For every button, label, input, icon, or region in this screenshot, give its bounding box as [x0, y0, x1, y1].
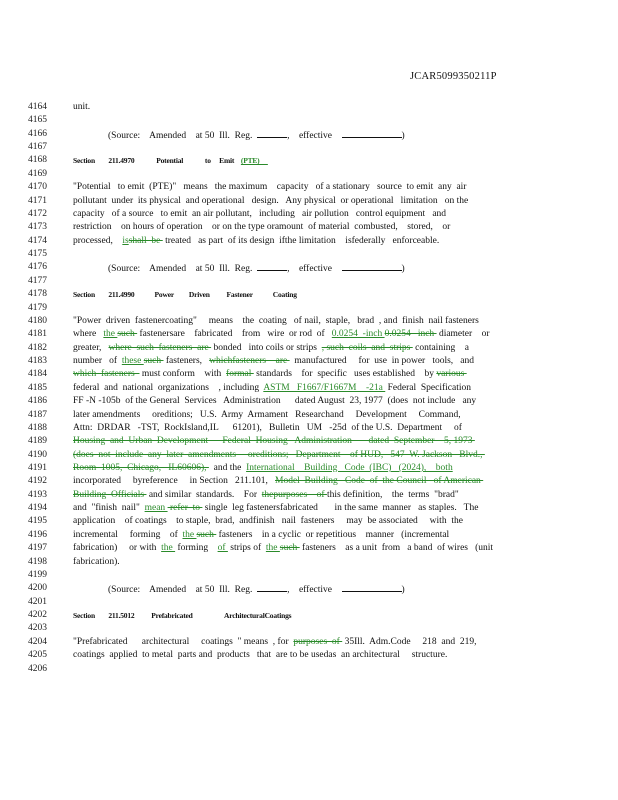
document-line — [0, 302, 618, 315]
document-line — [0, 168, 618, 181]
line-number: 4201 — [28, 596, 47, 607]
line-text — [73, 556, 543, 569]
line-text — [73, 435, 543, 448]
line-text — [73, 502, 543, 515]
document-line — [0, 489, 618, 502]
line-number: 4174 — [28, 235, 47, 246]
line-number: 4172 — [28, 208, 47, 219]
inserted-text: of — [217, 543, 228, 554]
line-number: 4175 — [28, 249, 47, 260]
document-line — [0, 261, 618, 274]
text-segment: bonded into coils or strips — [211, 342, 322, 353]
inserted-text: is — [122, 235, 129, 246]
text-segment: coatings applied to metal parts and products that are to be usedas an architectural structure. — [73, 650, 448, 661]
line-text — [73, 489, 543, 502]
document-line — [0, 101, 618, 114]
text-segment: federal and national organizations , including — [73, 382, 264, 393]
document-line — [0, 288, 618, 301]
text-segment: fasteners as a unit from a band of wires (unit — [299, 543, 494, 554]
line-number: 4177 — [28, 275, 47, 286]
text-segment: single leg fastenersfabricated in the same manner as staples. The — [202, 503, 479, 514]
inserted-text: the — [182, 529, 197, 540]
line-number: 4202 — [28, 610, 47, 621]
text-segment: incorporated byreference in Section 211.101, — [73, 476, 275, 487]
line-number: 4200 — [28, 583, 47, 594]
line-number: 4180 — [28, 315, 47, 326]
fill-in-blank — [342, 582, 402, 592]
line-text — [73, 101, 543, 114]
text-segment: (Source: Amended at 50 Ill. Reg. — [108, 130, 258, 141]
line-text — [73, 462, 543, 475]
deleted-text: thepurposes of — [261, 489, 327, 500]
deleted-text: which fasteners — [73, 369, 140, 380]
line-text — [73, 328, 543, 341]
document-line — [0, 435, 618, 448]
text-segment: application of coatings to staple, brad, andfinish nail fasteners may be associated with the — [73, 516, 463, 527]
document-line — [0, 195, 618, 208]
document-code: JCAR5099350211P — [410, 71, 497, 82]
deleted-text: shall be — [128, 235, 163, 246]
text-segment: (Source: Amended at 50 Ill. Reg. — [108, 585, 258, 596]
line-number: 4171 — [28, 195, 47, 206]
line-number: 4173 — [28, 222, 47, 233]
text-segment: fasteners, — [163, 356, 210, 367]
deleted-text: Building Officials — [73, 489, 147, 500]
text-segment: must conform with — [139, 369, 227, 380]
text-segment: standards for specific uses established by — [253, 369, 437, 380]
deleted-text: , such coils and strips — [321, 342, 413, 353]
inserted-text: the — [103, 329, 118, 340]
inserted-text: International Building Code (IBC) (2024), both — [246, 462, 453, 473]
line-text — [73, 181, 543, 194]
line-number: 4164 — [28, 102, 47, 112]
text-segment: greater, — [73, 342, 109, 353]
line-number: 4170 — [28, 182, 47, 193]
document-line — [0, 569, 618, 582]
text-segment: Section 211.4990 Power Driven Fastener Coating — [73, 290, 297, 300]
document-line — [0, 154, 618, 167]
line-number: 4203 — [28, 623, 47, 634]
document-line — [0, 663, 618, 676]
document-line — [0, 422, 618, 435]
line-number: 4198 — [28, 556, 47, 567]
line-number: 4192 — [28, 476, 47, 487]
text-segment: Attn: DRDAR -TST, RockIsland,IL 61201), Bulletin UM -25d of the U.S. Department of — [73, 422, 462, 433]
text-segment: fabrication) or with — [73, 543, 162, 554]
line-number: 4206 — [28, 663, 47, 674]
line-number: 4169 — [28, 168, 47, 179]
deleted-text: such — [196, 529, 217, 540]
text-segment: restriction on hours of operation or on the type oramount of material combusted, stored, or — [73, 222, 451, 233]
text-segment: containing a — [412, 342, 469, 353]
line-number: 4165 — [28, 115, 47, 126]
line-number: 4196 — [28, 529, 47, 540]
text-segment: Section 211.4970 Potential to Emit — [73, 156, 241, 166]
line-number: 4168 — [28, 155, 47, 166]
document-line — [0, 368, 618, 381]
document-line — [0, 328, 618, 341]
deleted-text: purposes of — [293, 636, 343, 647]
fill-in-blank — [342, 128, 402, 138]
line-text — [73, 395, 543, 408]
fill-in-blank — [257, 128, 287, 138]
line-number: 4193 — [28, 489, 47, 500]
text-segment: "Potential to emit (PTE)" means the maximum capacity of a stationary source to emit any air — [73, 182, 467, 193]
line-text — [73, 422, 543, 435]
text-segment: number of — [73, 356, 122, 367]
line-text — [73, 475, 543, 488]
document-line — [0, 315, 618, 328]
document-line — [0, 409, 618, 422]
line-text — [73, 636, 543, 649]
document-line — [0, 181, 618, 194]
text-segment: 35Ill. Adm.Code 218 and 219, — [342, 636, 477, 647]
fill-in-blank — [257, 582, 287, 592]
inserted-text: mean — [144, 503, 168, 514]
document-line — [0, 609, 618, 622]
line-text — [73, 409, 543, 422]
document-line — [0, 622, 618, 635]
document-line — [0, 502, 618, 515]
text-segment: and "finish nail" — [73, 503, 145, 514]
document-line — [0, 395, 618, 408]
line-number: 4186 — [28, 396, 47, 407]
deleted-text: such — [143, 356, 164, 367]
text-segment: "Prefabricated architectural coatings " means , for — [73, 636, 294, 647]
text-segment: , effective — [287, 585, 342, 596]
text-segment: FF -N -105b of the General Services Administration dated August 23, 1977 (does not include any — [73, 396, 477, 407]
line-number: 4199 — [28, 569, 47, 580]
deleted-text: refer to — [167, 503, 203, 514]
document-line — [0, 221, 618, 234]
deleted-text: Room 1005, Chicago, IL60606), — [73, 462, 209, 473]
text-segment: fabrication). — [73, 556, 120, 567]
text-segment: fastenersare fabricated from wire or rod of — [137, 329, 332, 340]
text-segment: where — [73, 329, 104, 340]
text-segment: and the — [208, 462, 247, 473]
text-segment: ) — [401, 264, 405, 275]
document-line — [0, 462, 618, 475]
line-text — [73, 288, 543, 301]
document-line — [0, 636, 618, 649]
line-number: 4181 — [28, 329, 47, 340]
document-line — [0, 235, 618, 248]
text-segment: , effective — [287, 264, 342, 275]
line-text — [73, 649, 543, 662]
text-segment: Section 211.5012 Prefabricated ArchitecturalCoatings — [73, 611, 292, 621]
line-number: 4179 — [28, 302, 47, 313]
line-number: 4194 — [28, 503, 47, 514]
line-number: 4205 — [28, 650, 47, 661]
text-segment: and similar standards. For — [146, 489, 262, 500]
line-number: 4197 — [28, 543, 47, 554]
text-segment: strips of — [227, 543, 266, 554]
line-text — [73, 355, 543, 368]
text-segment: later amendments oreditions; U.S. Army Armament Researchand Development Command, — [73, 409, 461, 420]
text-segment: ) — [401, 130, 405, 141]
line-text — [73, 154, 543, 167]
deleted-text: 0.0254 inch — [384, 329, 437, 340]
line-text — [73, 542, 543, 555]
text-segment: (Source: Amended at 50 Ill. Reg. — [108, 264, 258, 275]
document-line — [0, 449, 618, 462]
line-text — [73, 609, 543, 622]
document-line — [0, 208, 618, 221]
deleted-text: Housing and Urban Development Federal Housing Administration dated September 5, 1973 — [73, 436, 475, 447]
line-text — [73, 315, 543, 328]
document-line — [0, 342, 618, 355]
text-segment: diameter or — [436, 329, 490, 340]
line-number: 4178 — [28, 289, 47, 300]
line-number: 4189 — [28, 436, 47, 447]
text-segment: treated as part of its design ifthe limitation isfederally enforceable. — [162, 235, 440, 246]
text-segment: this definition, the terms "brad" — [326, 489, 459, 500]
text-segment: pollutant under its physical and operational design. Any physical or operational limitation on the — [73, 195, 469, 206]
document-line — [0, 515, 618, 528]
text-segment: unit. — [73, 102, 91, 112]
deleted-text: where such fasteners are — [108, 342, 212, 353]
deleted-text: formal — [226, 369, 254, 380]
line-number: 4182 — [28, 342, 47, 353]
document-line — [0, 556, 618, 569]
document-line — [0, 141, 618, 154]
line-text — [73, 515, 543, 528]
document-line — [0, 355, 618, 368]
line-text — [73, 195, 543, 208]
deleted-text: various — [436, 369, 467, 380]
document-line — [0, 649, 618, 662]
line-text — [73, 449, 543, 462]
document-line — [0, 596, 618, 609]
line-number: 4190 — [28, 449, 47, 460]
line-number: 4166 — [28, 128, 47, 139]
document-line — [0, 542, 618, 555]
deleted-text: such — [279, 543, 300, 554]
inserted-text: the — [265, 543, 280, 554]
inserted-text: these — [121, 356, 144, 367]
text-segment: forming — [175, 543, 218, 554]
inserted-text: the — [161, 543, 176, 554]
document-line — [0, 114, 618, 127]
line-number: 4204 — [28, 636, 47, 647]
line-text — [73, 208, 543, 221]
line-number: 4184 — [28, 369, 47, 380]
text-segment: manufactured for use in power tools, and — [289, 356, 475, 367]
line-number: 4188 — [28, 422, 47, 433]
line-number: 4176 — [28, 262, 47, 273]
line-number: 4185 — [28, 382, 47, 393]
line-number: 4195 — [28, 516, 47, 527]
text-segment: incremental forming of — [73, 529, 183, 540]
deleted-text: (does not include any later amendments oreditions; Department of HUD, 547 W. Jackson Blvd., — [73, 449, 485, 460]
text-segment: Federal Specification — [385, 382, 471, 393]
line-text — [73, 368, 543, 381]
text-segment: fasteners in a cyclic or repetitious manner (incremental — [216, 529, 450, 540]
text-segment: capacity of a source to emit an air pollutant, including air pollution control equipment and — [73, 208, 447, 219]
document-line — [0, 275, 618, 288]
inserted-text: (PTE) — [240, 156, 268, 166]
line-text — [73, 529, 543, 542]
document-line — [0, 128, 618, 141]
line-text — [73, 235, 543, 248]
text-segment: "Power driven fastenercoating" means the coating of nail, staple, brad , and finish nail fasteners — [73, 315, 479, 326]
document-line — [0, 248, 618, 261]
text-segment: processed, — [73, 235, 123, 246]
line-text — [73, 342, 543, 355]
deleted-text: such — [117, 329, 138, 340]
deleted-text: whichfasteners are — [209, 356, 290, 367]
line-number: 4187 — [28, 409, 47, 420]
text-segment: , effective — [287, 130, 342, 141]
document-line — [0, 475, 618, 488]
fill-in-blank — [342, 261, 402, 271]
fill-in-blank — [257, 261, 287, 271]
line-number: 4167 — [28, 142, 47, 153]
line-text — [73, 221, 543, 234]
line-text — [73, 382, 543, 395]
deleted-text: Model Building Code of the Council of American — [275, 476, 484, 487]
line-number: 4191 — [28, 462, 47, 473]
document-line — [0, 582, 618, 595]
inserted-text: 0.0254 -inch — [331, 329, 385, 340]
line-number: 4183 — [28, 356, 47, 367]
inserted-text: ASTM F1667/F1667M -21a — [263, 382, 386, 393]
document-line — [0, 382, 618, 395]
text-segment: ) — [401, 585, 405, 596]
document-line — [0, 529, 618, 542]
